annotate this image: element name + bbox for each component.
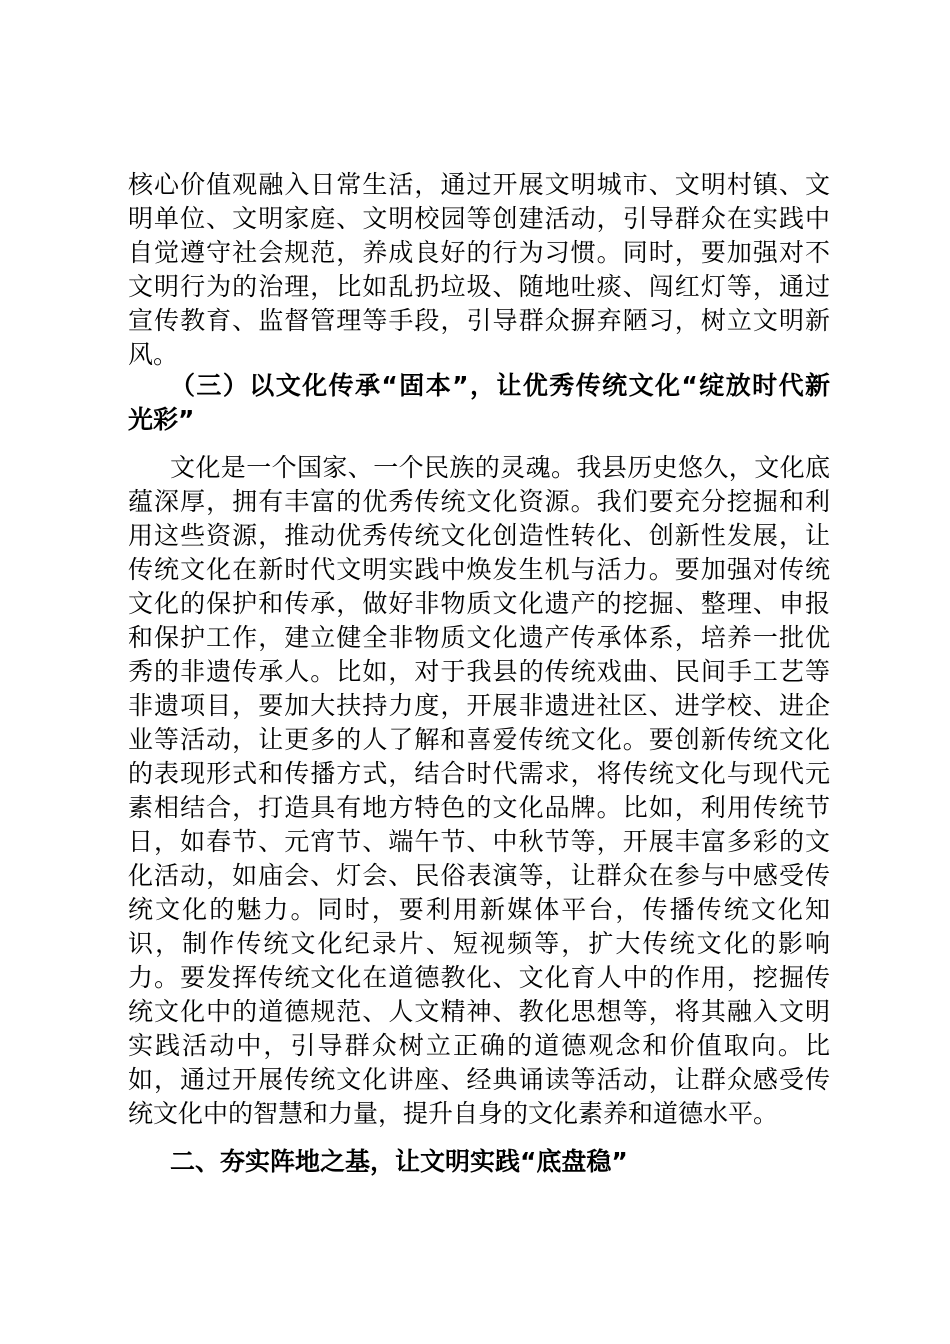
- heading-line: 光彩”: [128, 405, 195, 434]
- text-line: 核心价值观融入日常生活，通过开展文明城市、文明村镇、文: [128, 170, 830, 199]
- text-line: 风。: [128, 340, 179, 369]
- section-heading-2: 二、夯实阵地之基，让文明实践“底盘稳”: [170, 1147, 628, 1176]
- text-line: 文明行为的治理，比如乱扔垃圾、随地吐痰、闯红灯等，通过: [128, 272, 830, 301]
- text-line: 统文化中的道德规范、人文精神、教化思想等，将其融入文明: [128, 997, 830, 1026]
- text-line: 用这些资源，推动优秀传统文化创造性转化、创新性发展，让: [128, 521, 830, 550]
- text-line: 和保护工作，建立健全非物质文化遗产传承体系，培养一批优: [128, 623, 830, 652]
- text-line: 统文化中的智慧和力量，提升自身的文化素养和道德水平。: [128, 1099, 779, 1128]
- text-line: 非遗项目，要加大扶持力度，开展非遗进社区、进学校、进企: [128, 691, 830, 720]
- text-line: 力。要发挥传统文化在道德教化、文化育人中的作用，挖掘传: [128, 963, 830, 992]
- text-line: 蕴深厚，拥有丰富的优秀传统文化资源。我们要充分挖掘和利: [128, 487, 830, 516]
- text-line: 统文化的魅力。同时，要利用新媒体平台，传播传统文化知: [128, 895, 830, 924]
- text-line: 如，通过开展传统文化讲座、经典诵读等活动，让群众感受传: [128, 1065, 830, 1094]
- text-line: 业等活动，让更多的人了解和喜爱传统文化。要创新传统文化: [128, 725, 830, 754]
- heading-line: （三）以文化传承“固本”，让优秀传统文化“绽放时代新: [170, 371, 830, 400]
- text-line: 秀的非遗传承人。比如，对于我县的传统戏曲、民间手工艺等: [128, 657, 830, 686]
- text-line: 日，如春节、元宵节、端午节、中秋节等，开展丰富多彩的文: [128, 827, 830, 856]
- text-line: 文化的保护和传承，做好非物质文化遗产的挖掘、整理、申报: [128, 589, 830, 618]
- text-line: 识，制作传统文化纪录片、短视频等，扩大传统文化的影响: [128, 929, 830, 958]
- text-line: 文化是一个国家、一个民族的灵魂。我县历史悠久，文化底: [170, 453, 830, 482]
- text-line: 化活动，如庙会、灯会、民俗表演等，让群众在参与中感受传: [128, 861, 830, 890]
- text-line: 的表现形式和传播方式，结合时代需求，将传统文化与现代元: [128, 759, 830, 788]
- text-line: 素相结合，打造具有地方特色的文化品牌。比如，利用传统节: [128, 793, 830, 822]
- text-line: 明单位、文明家庭、文明校园等创建活动，引导群众在实践中: [128, 204, 830, 233]
- text-line: 宣传教育、监督管理等手段，引导群众摒弃陋习，树立文明新: [128, 306, 830, 335]
- text-line: 自觉遵守社会规范，养成良好的行为习惯。同时，要加强对不: [128, 238, 830, 267]
- text-line: 实践活动中，引导群众树立正确的道德观念和价值取向。比: [128, 1031, 830, 1060]
- text-line: 传统文化在新时代文明实践中焕发生机与活力。要加强对传统: [128, 555, 830, 584]
